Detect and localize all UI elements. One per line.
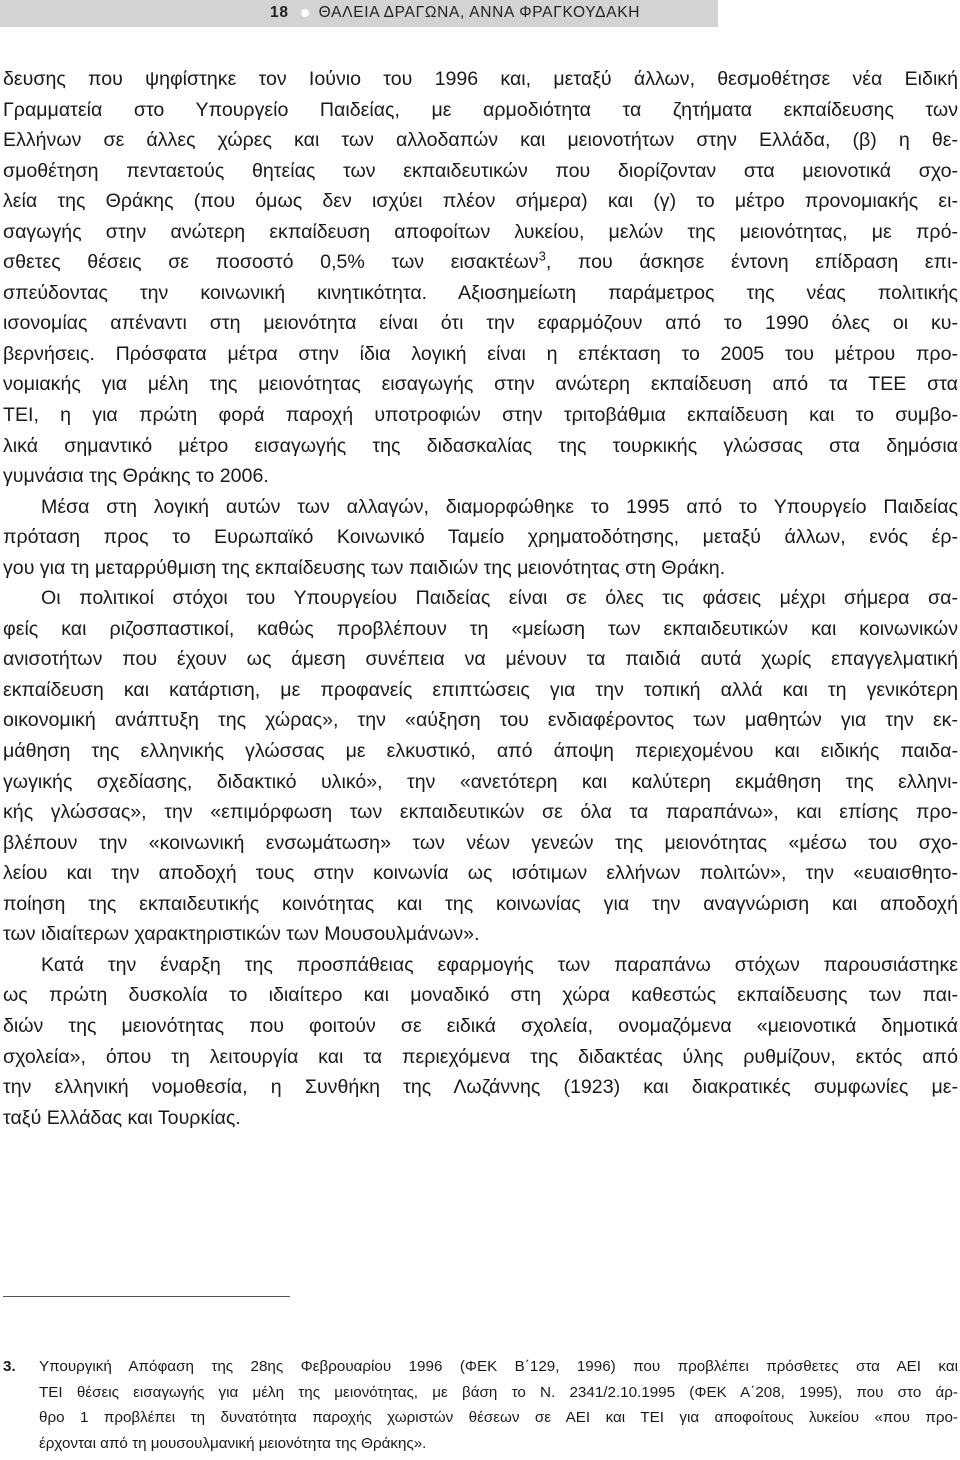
header-authors: ΘΑΛΕΙΑ ΔΡΑΓΩΝΑ, ΑΝΝΑ ΦΡΑΓΚΟΥΔΑΚΗ [318, 4, 641, 21]
bullet-icon [301, 9, 309, 17]
page-number: 18 [270, 4, 289, 21]
footnote-text: έρχονται από τη μουσουλμανική μειονότητα της Θράκης». [39, 1435, 427, 1453]
body-text [3, 64, 958, 1133]
paragraph-4 [3, 950, 958, 1133]
text-fragment: σθετες θέσεις σε ποσοστό 0,5% των εισακτέων [3, 251, 539, 274]
text-line: σαγωγής στην ανώτερη εκπαίδευση αποφοίτων λυκείου, μελών της μειονότητας, με πρό- [3, 220, 958, 243]
text-line: την ελληνική νομοθεσία, η Συνθήκη της Λωζάννης (1923) και διακρατικές συμφωνίες με- [3, 1076, 958, 1099]
text-line: δευσης που ψηφίστηκε τον Ιούνιο του 1996 και, μεταξύ άλλων, θεσμοθέτησε νέα Ειδική [3, 68, 958, 90]
text-line: Κατά την έναρξη της προσπάθειας εφαρμογής των παραπάνω στόχων παρουσιάστηκε [41, 953, 958, 976]
text-line: ταξύ Ελλάδας και Τουρκίας. [3, 1106, 241, 1129]
footnote-text: ΤΕΙ θέσεις εισαγωγής για μέλη της μειονότητας, με βάση το Ν. 2341/2.10.1995 (ΦΕΚ Α΄208, 1995), που στο άρ- [39, 1383, 958, 1401]
paragraph-3 [3, 583, 958, 950]
text-line: φείς και ριζοσπαστικοί, καθώς προβλέπουν τη «μείωση των εκπαιδευτικών και κοινωνικών [3, 617, 958, 640]
running-header-content [270, 3, 640, 23]
text-line: των ιδιαίτερων χαρακτηριστικών των Μουσουλμάνων». [3, 923, 480, 946]
text-line: κής γλώσσας», την «επιμόρφωση των εκπαιδευτικών σε όλα τα παραπάνω», και επίσης προ- [3, 801, 958, 824]
paragraph-2 [3, 492, 958, 584]
text-line: διών της μειονότητας που φοιτούν σε ειδικά σχολεία, ονομαζόμενα «μειονοτικά δημοτικά [3, 1014, 958, 1037]
text-line: βερνήσεις. Πρόσφατα μέτρα στην ίδια λογική είναι η επέκταση το 2005 του μέτρου προ- [3, 342, 958, 365]
text-line: Μέσα στη λογική αυτών των αλλαγών, διαμορφώθηκε το 1995 από το Υπουργείο Παιδείας [41, 495, 958, 518]
footnote-reference[interactable]: 3 [538, 248, 546, 264]
footnote-text: Υπουργική Απόφαση της 28ης Φεβρουαρίου 1996 (ΦΕΚ Β΄129, 1996) που προβλέπει πρόσθετες στα ΑΕΙ και [39, 1358, 958, 1375]
text-line: σπεύδοντας την κοινωνική κινητικότητα. Αξιοσημείωτη παράμετρος της νέας πολιτικής [3, 281, 958, 304]
text-line: ανισοτήτων που έχουν ως άμεση συνέπεια να μένουν τα παιδιά αυτά χωρίς επαγγελματική [3, 648, 958, 671]
paragraph-1 [3, 64, 958, 492]
text-line: γυμνάσια της Θράκης το 2006. [3, 465, 269, 488]
text-line-with-footnote [3, 247, 958, 278]
footnote-text: θρο 1 προβλέπει τη δυνατότητα παροχής χωριστών θέσεων σε ΑΕΙ και ΤΕΙ για αποφοίτους λυκείου «που προ- [39, 1409, 958, 1427]
text-line: λικά σημαντικό μέτρο εισαγωγής της διδασκαλίας της τουρκικής γλώσσας στα δημόσια [3, 434, 958, 457]
text-line: Γραμματεία στο Υπουργείο Παιδείας, με αρμοδιότητα τα ζητήματα εκπαίδευσης των [3, 98, 958, 121]
text-line: λείου και την αποδοχή τους στην κοινωνία ως ισότιμων ελλήνων πολιτών», την «ευαισθητο- [3, 862, 958, 885]
text-line: οικονομική ανάπτυξη της χώρας», την «αύξηση του ενδιαφέροντος των μαθητών για την εκ- [3, 709, 958, 732]
text-line: εκπαίδευση και κατάρτιση, με προφανείς επιπτώσεις για την τοπική αλλά και τη γενικότερη [3, 678, 958, 701]
text-line: γου για τη μεταρρύθμιση της εκπαίδευσης των παιδιών της μειονότητας στη Θράκη. [3, 556, 726, 579]
text-line: βλέπουν την «κοινωνική ενσωμάτωση» των νέων γενεών της μειονότητας «μέσω του σχο- [3, 831, 958, 854]
text-line: σχολεία», όπου τη λειτουργία και τα περιεχόμενα της διδακτέας ύλης ρυθμίζουν, εκτός από [3, 1045, 958, 1068]
text-line: Οι πολιτικοί στόχοι του Υπουργείου Παιδείας είναι σε όλες τις φάσεις μέχρι σήμερα σα- [41, 587, 958, 610]
text-line: νομιακής για μέλη της μειονότητας εισαγωγής στην ανώτερη εκπαίδευση από τα ΤΕΕ στα [3, 373, 958, 396]
text-line: ως πρώτη δυσκολία το ιδιαίτερο και μοναδικό στη χώρα καθεστώς εκπαίδευσης των παι- [3, 984, 958, 1007]
text-line: πρόταση προς το Ευρωπαϊκό Κοινωνικό Ταμείο χρηματοδότησης, μεταξύ άλλων, ενός έρ- [3, 526, 958, 549]
text-line: ισονομίας απέναντι στη μειονότητα είναι ότι την εφαρμόζουν από το 1990 όλες οι κυ- [3, 312, 958, 335]
footnote-divider [3, 1296, 290, 1297]
text-line: γωγικής σχεδίασης, διδακτικό υλικό», την «ανετότερη και καλύτερη εκμάθηση της ελληνι- [3, 770, 958, 793]
footnotes [3, 1354, 958, 1457]
text-line: σμοθέτηση πενταετούς θητείας των εκπαιδευτικών που διορίζονταν στα μειονοτικά σχο- [3, 159, 958, 182]
footnote-number: 3. [3, 1358, 16, 1375]
text-line: μάθηση της ελληνικής γλώσσας με ελκυστικό, από άποψη περιεχομένου και ειδικής παιδα- [3, 740, 958, 763]
text-line: Ελλήνων σε άλλες χώρες και των αλλοδαπών και μειονοτήτων στην Ελλάδα, (β) η θε- [3, 129, 958, 152]
text-fragment: , που άσκησε έντονη επίδραση επι- [545, 251, 958, 274]
text-line: ΤΕΙ, η για πρώτη φορά παροχή υποτροφιών στην τριτοβάθμια εκπαίδευση και το συμβο- [3, 404, 958, 427]
text-line: λεία της Θράκης (που όμως δεν ισχύει πλέον σήμερα) και (γ) το μέτρο προνομιακής ει- [3, 190, 958, 213]
footnote-first-line [3, 1354, 958, 1380]
text-line: ποίηση της εκπαιδευτικής κοινότητας και της κοινωνίας για την αναγνώριση και αποδοχή [3, 892, 958, 915]
